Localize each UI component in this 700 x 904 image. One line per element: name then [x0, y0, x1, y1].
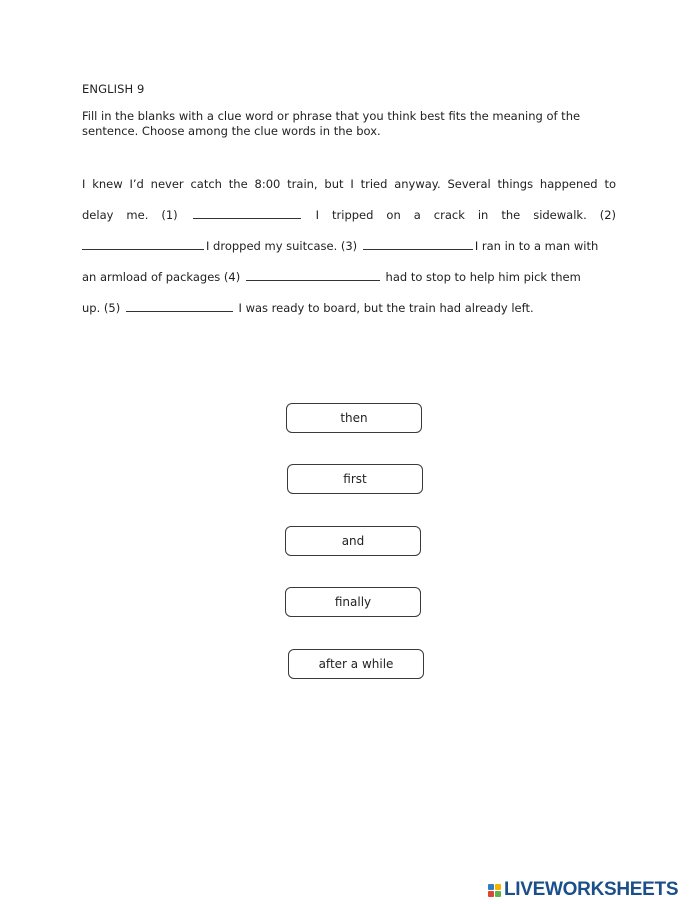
liveworksheets-logo-icon	[488, 884, 501, 897]
passage-text: an armload of packages (4)	[82, 270, 241, 284]
clue-word-first[interactable]: first	[287, 464, 423, 494]
passage-text: had to stop to help him pick them	[385, 270, 581, 284]
blank-1-input[interactable]	[193, 208, 301, 219]
passage-text: up. (5)	[82, 301, 121, 315]
passage-text: I was ready to board, but the train had already left.	[238, 301, 534, 315]
instructions: Fill in the blanks with a clue word or phrase that you think best fits the meaning of the sentence. Choose among the clue words in the box.	[82, 109, 581, 138]
passage-line-5	[82, 300, 616, 331]
logo-text: LIVEWORKSHEETS	[504, 879, 679, 900]
passage-text: I knew I’d never catch the 8:00 train, but I tried anyway. Several things happened to	[82, 177, 616, 191]
passage-line-1	[82, 176, 616, 207]
liveworksheets-logo	[488, 880, 678, 900]
clue-word-then[interactable]: then	[286, 403, 422, 433]
passage-text: I tripped on a crack in the sidewalk. (2)	[315, 208, 616, 222]
passage-line-2	[82, 207, 616, 238]
clue-word-finally[interactable]: finally	[285, 587, 421, 617]
clue-word-and[interactable]: and	[285, 526, 421, 556]
blank-4-input[interactable]	[246, 270, 380, 281]
passage-line-3	[82, 238, 616, 269]
passage-text: I dropped my suitcase. (3)	[206, 239, 358, 253]
passage-text: delay me. (1)	[82, 208, 178, 222]
passage-line-4	[82, 269, 616, 300]
subject-heading: ENGLISH 9	[82, 82, 145, 96]
clue-word-after-a-while[interactable]: after a while	[288, 649, 424, 679]
passage-text: I ran in to a man with	[474, 239, 599, 253]
blank-5-input[interactable]	[126, 301, 233, 312]
passage	[82, 176, 616, 331]
blank-3-input[interactable]	[363, 239, 473, 250]
blank-2-input[interactable]	[82, 239, 204, 250]
